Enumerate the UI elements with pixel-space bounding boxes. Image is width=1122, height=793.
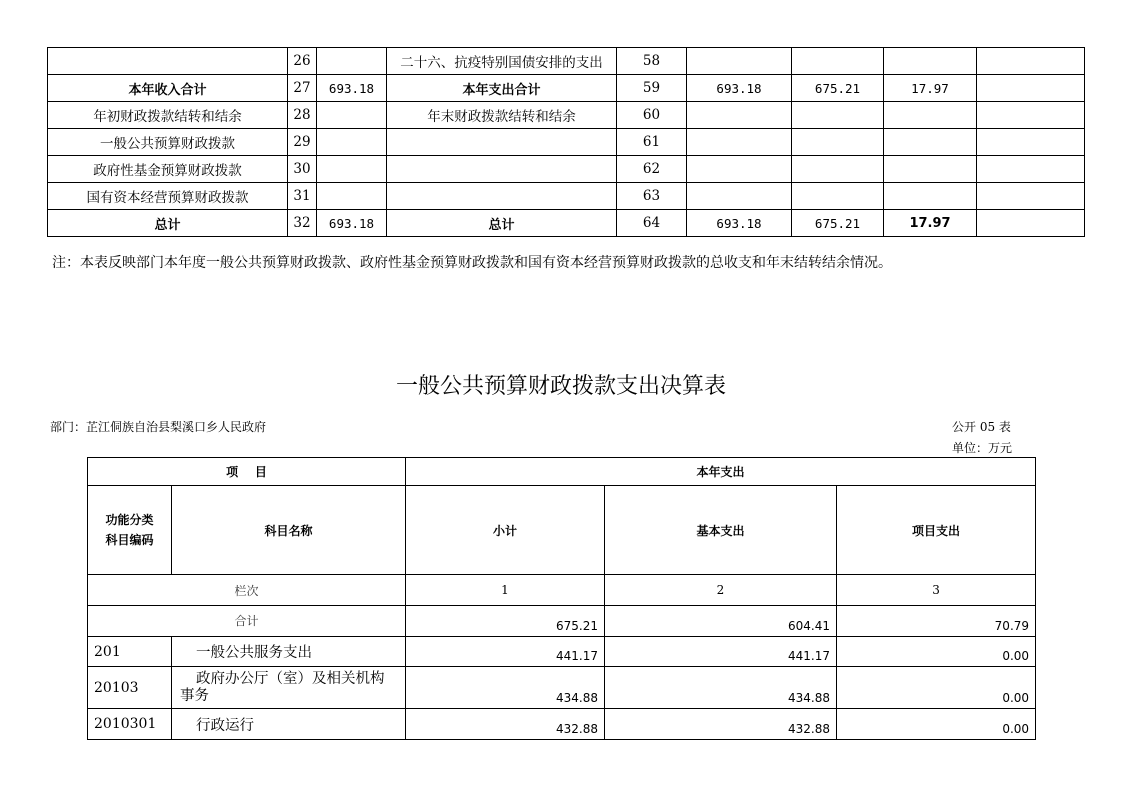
department-label: 部门：芷江侗族自治县梨溪口乡人民政府 [50, 420, 267, 434]
right-amount-2 [792, 156, 884, 183]
right-row-number: 62 [617, 156, 687, 183]
row-subtotal: 432.88 [406, 709, 605, 740]
column-number-3: 3 [837, 575, 1036, 606]
row-project: 0.00 [837, 637, 1036, 667]
right-amount-4 [977, 129, 1085, 156]
left-amount: 693.18 [317, 210, 387, 237]
right-row-number: 59 [617, 75, 687, 102]
right-row-number: 60 [617, 102, 687, 129]
column-number-1: 1 [406, 575, 605, 606]
left-amount [317, 48, 387, 75]
current-year-header: 本年支出 [406, 458, 1036, 486]
column-number-label: 栏次 [88, 575, 406, 606]
right-amount-3 [884, 102, 977, 129]
left-row-number: 32 [288, 210, 317, 237]
right-amount-3 [884, 183, 977, 210]
left-label: 年初财政拨款结转和结余 [48, 102, 288, 129]
left-row-number: 27 [288, 75, 317, 102]
name-header: 科目名称 [172, 486, 406, 575]
left-label: 政府性基金预算财政拨款 [48, 156, 288, 183]
row-basic: 434.88 [605, 667, 837, 709]
row-project: 0.00 [837, 709, 1036, 740]
left-label [48, 48, 288, 75]
total-basic: 604.41 [605, 606, 837, 637]
column-number-2: 2 [605, 575, 837, 606]
right-label [387, 129, 617, 156]
right-amount-1: 693.18 [687, 210, 792, 237]
table-row [88, 709, 1036, 740]
right-amount-1 [687, 102, 792, 129]
left-label: 一般公共预算财政拨款 [48, 129, 288, 156]
right-amount-3 [884, 156, 977, 183]
total-row [88, 606, 1036, 637]
income-expense-summary-table [47, 47, 1085, 237]
row-name-line2: 事务 [180, 687, 209, 704]
right-amount-4 [977, 183, 1085, 210]
row-code: 20103 [88, 667, 172, 709]
table-row [88, 667, 1036, 709]
right-amount-1 [687, 183, 792, 210]
left-row-number: 26 [288, 48, 317, 75]
summary-row [48, 75, 1085, 102]
left-label: 本年收入合计 [48, 75, 288, 102]
right-row-number: 61 [617, 129, 687, 156]
right-amount-2 [792, 183, 884, 210]
left-row-number: 31 [288, 183, 317, 210]
project-header: 项目支出 [837, 486, 1036, 575]
row-name-line1: 政府办公厅（室）及相关机构 [196, 670, 385, 687]
right-amount-1 [687, 129, 792, 156]
row-basic: 432.88 [605, 709, 837, 740]
item-header: 项 目 [88, 458, 406, 486]
left-amount: 693.18 [317, 75, 387, 102]
right-amount-4 [977, 156, 1085, 183]
summary-table-body [48, 48, 1085, 237]
right-label: 本年支出合计 [387, 75, 617, 102]
row-code: 201 [88, 637, 172, 667]
right-amount-3: 17.97 [884, 75, 977, 102]
left-amount [317, 156, 387, 183]
row-name: 行政运行 [172, 709, 406, 740]
right-amount-4 [977, 75, 1085, 102]
table-row [88, 637, 1036, 667]
right-label: 二十六、抗疫特别国债安排的支出 [387, 48, 617, 75]
summary-row [48, 102, 1085, 129]
right-amount-2 [792, 102, 884, 129]
right-amount-4 [977, 48, 1085, 75]
table-note: 注：本表反映部门本年度一般公共预算财政拨款、政府性基金预算财政拨款和国有资本经营预算财政拨款的总收支和年末结转结余情况。 [52, 255, 892, 271]
left-row-number: 30 [288, 156, 317, 183]
left-amount [317, 129, 387, 156]
left-amount [317, 183, 387, 210]
total-subtotal: 675.21 [406, 606, 605, 637]
right-amount-4 [977, 102, 1085, 129]
form-number: 公开 05 表 [952, 420, 1011, 434]
summary-row [48, 48, 1085, 75]
right-label [387, 156, 617, 183]
right-label: 年末财政拨款结转和结余 [387, 102, 617, 129]
row-basic: 441.17 [605, 637, 837, 667]
subtotal-header: 小计 [406, 486, 605, 575]
left-row-number: 29 [288, 129, 317, 156]
right-row-number: 64 [617, 210, 687, 237]
right-amount-1: 693.18 [687, 75, 792, 102]
right-row-number: 58 [617, 48, 687, 75]
expenditure-table [87, 457, 1036, 740]
right-amount-2 [792, 129, 884, 156]
header-row-top [88, 458, 1036, 486]
right-label: 总计 [387, 210, 617, 237]
right-row-number: 63 [617, 183, 687, 210]
basic-header: 基本支出 [605, 486, 837, 575]
row-name [172, 667, 406, 709]
summary-row [48, 183, 1085, 210]
right-amount-3 [884, 48, 977, 75]
right-amount-2: 675.21 [792, 210, 884, 237]
code-header [88, 486, 172, 575]
code-header-line2: 科目编码 [105, 533, 154, 547]
right-amount-2 [792, 48, 884, 75]
right-amount-1 [687, 156, 792, 183]
total-label: 合计 [88, 606, 406, 637]
page-title: 一般公共预算财政拨款支出决算表 [395, 374, 726, 399]
right-label [387, 183, 617, 210]
left-label: 国有资本经营预算财政拨款 [48, 183, 288, 210]
summary-row [48, 210, 1085, 237]
column-number-row [88, 575, 1036, 606]
row-subtotal: 441.17 [406, 637, 605, 667]
code-header-line1: 功能分类 [105, 513, 154, 527]
summary-row [48, 156, 1085, 183]
header-row-columns [88, 486, 1036, 575]
right-amount-4 [977, 210, 1085, 237]
right-amount-2: 675.21 [792, 75, 884, 102]
row-name: 一般公共服务支出 [172, 637, 406, 667]
total-project: 70.79 [837, 606, 1036, 637]
row-code: 2010301 [88, 709, 172, 740]
left-label: 总计 [48, 210, 288, 237]
left-row-number: 28 [288, 102, 317, 129]
summary-row [48, 129, 1085, 156]
right-amount-1 [687, 48, 792, 75]
right-amount-3 [884, 129, 977, 156]
left-amount [317, 102, 387, 129]
row-project: 0.00 [837, 667, 1036, 709]
unit-label: 单位：万元 [952, 441, 1013, 455]
row-subtotal: 434.88 [406, 667, 605, 709]
right-amount-3: 17.97 [884, 210, 977, 237]
